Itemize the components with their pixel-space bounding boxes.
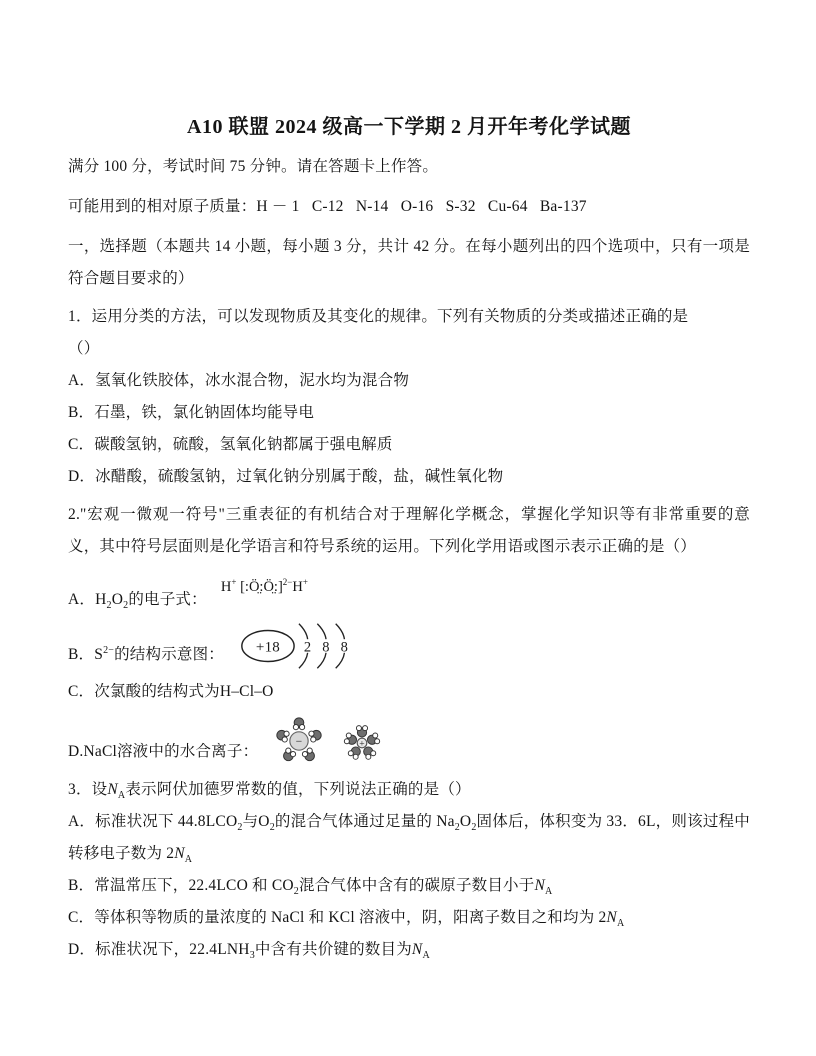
q2-stem: 2."宏观一微观一符号"三重表征的有机结合对于理解化学概念，掌握化学知识等有非常重要的意义，其中符号层面则是化学语言和符号系统的运用。下列化学用语或图示表示正确的是（）: [68, 506, 750, 555]
q2-option-c: C．次氯酸的结构式为H–Cl–O: [68, 683, 274, 700]
q1-option-d: D．冰醋酸，硫酸氢钠，过氧化钠分别属于酸，盐，碱性氧化物: [68, 468, 504, 485]
q2-option-d-label: D.NaCl溶液中的水合离子：: [68, 743, 259, 760]
nucleus-charge: +18: [256, 639, 281, 656]
q2-option-a-label: A．$H_2O_2$的电子式：: [68, 591, 207, 612]
hydrated-anion-diagram: [272, 714, 326, 768]
anion-charge: −: [296, 734, 303, 748]
q2-option-a: [68, 571, 750, 616]
q3-option-d: D．标准状况下，$22.4LNH_3$中含有共价键的数目为$N_A$: [68, 941, 430, 962]
page-title: A10 联盟 2024 级高一下学期 2 月开年考化学试题: [187, 116, 631, 138]
water-molecule: [277, 730, 289, 742]
q2-option-b: [68, 616, 750, 676]
q2-option-b-label: B．$S^{2-}$的结构示意图：: [68, 644, 225, 663]
shell-count-2: 8: [322, 639, 330, 656]
q1-option-b: B．石墨，铁，氯化钠固体均能导电: [68, 404, 315, 421]
q1-stem: 1．运用分类的方法，可以发现物质及其变化的规律。下列有关物质的分类或描述正确的是: [68, 308, 689, 325]
section-heading: 一，选择题（本题共 14 小题，每小题 3 分，共计 42 分。在每小题列出的四个选项中，只有一项是符合题目要求的）: [68, 238, 750, 287]
q3-option-a: A．标准状况下 $44.8LCO_2$与$O_2$的混合气体通过足量的 $Na_2O_2$固体后，体积变为 33．6L，则该过程中转移电子数为 $2N_A$: [68, 813, 750, 866]
water-molecule: [284, 748, 296, 761]
q3-option-b: B．常温常压下，22.4LCO 和 $CO_2$混合气体中含有的碳原子数目小于$N_A$: [68, 877, 553, 898]
q1-option-a: A．氢氧化铁胶体，冰水混合物，泥水均为混合物: [68, 372, 410, 389]
cation-charge: +: [359, 738, 366, 750]
water-molecule: [364, 747, 376, 759]
hydrated-cation-diagram: [338, 718, 386, 768]
shell-count-3: 8: [340, 639, 349, 656]
water-molecule: [368, 733, 380, 744]
q1-answer-paren: （）: [68, 340, 100, 357]
water-molecule: [309, 730, 321, 742]
atomic-masses-line: 可能用到的相对原子质量：H － 1 C-12 N-14 O-16 S-32 Cu-64 Ba-137: [68, 198, 587, 215]
q3-option-c: C．等体积等物质的量浓度的 NaCl 和 KCl 溶液中，阴，阳离子数目之和均为 $2N_A$: [68, 909, 625, 930]
exam-info-line: 满分 100 分，考试时间 75 分钟。请在答题卡上作答。: [68, 158, 439, 175]
shell-count-1: 2: [304, 639, 312, 656]
water-molecule: [357, 726, 368, 737]
atomic-structure-diagram: [238, 616, 356, 676]
electron-formula: H+ [:Ö̤:Ö̤:]$^{2-}$H+: [220, 577, 308, 595]
q2-option-d: [68, 714, 750, 768]
water-molecule: [345, 733, 357, 744]
water-molecule: [294, 718, 305, 730]
q1-option-c: C．碳酸氢钠，硫酸，氢氧化钠都属于强电解质: [68, 436, 393, 453]
water-molecule: [303, 748, 315, 761]
q3-stem: 3．设$N_A$表示阿伏加德罗常数的值，下列说法正确的是（）: [68, 781, 471, 802]
